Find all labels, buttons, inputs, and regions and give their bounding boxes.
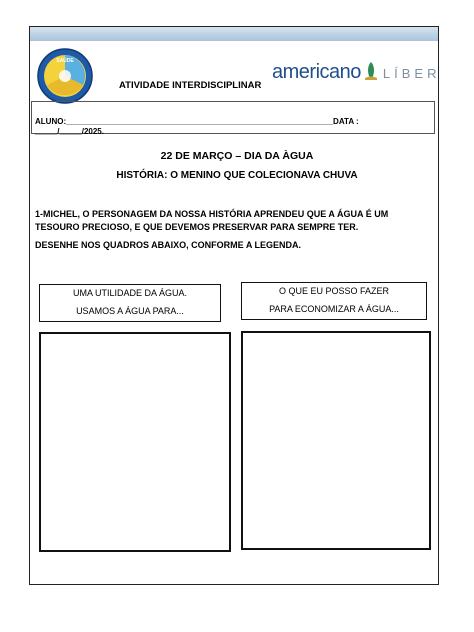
date-heading: 22 DE MARÇO – DIA DA ÀGUA [160, 150, 314, 162]
drawing-box-left[interactable] [39, 332, 231, 552]
legend-left-line2: USAMOS A ÁGUA PARA... [76, 306, 184, 316]
question-text: 1-MICHEL, O PERSONAGEM DA NOSSA HISTÓRIA APRENDEU QUE A ÁGUA É UM TESOURO PRECIOSO, E QUE DEVEMOS PRESERVAR PARA SEMPRE TER. [35, 209, 389, 232]
brand-name: americano [272, 61, 361, 83]
header-band [30, 27, 438, 41]
brand-logo [272, 56, 440, 82]
drawing-box-right[interactable] [241, 331, 431, 550]
brand-mark-icon [363, 60, 379, 82]
legend-box-right [241, 282, 427, 320]
legend-right-line2: PARA ECONOMIZAR A ÁGUA... [269, 304, 399, 314]
school-logo [34, 47, 96, 105]
date-field[interactable]: _____/_____/2025. [35, 127, 104, 136]
legend-right-line1: O QUE EU POSSO FAZER [278, 286, 390, 296]
legend-box-left [39, 284, 221, 322]
instruction-text: DESENHE NOS QUADROS ABAIXO, CONFORME A LEGENDA. [35, 240, 302, 250]
student-name-date-field[interactable]: ALUNO:____________________________________________________________DATA : [35, 117, 359, 126]
svg-text:SAÚDE: SAÚDE [56, 58, 74, 64]
brand-subtitle: LÍBER [382, 66, 441, 81]
legend-left-line1: UMA UTILIDADE DA ÁGUA. [72, 288, 188, 298]
story-heading: HISTÓRIA: O MENINO QUE COLECIONAVA CHUVA [116, 170, 358, 181]
activity-title: ATIVIDADE INTERDISCIPLINAR [119, 80, 262, 91]
